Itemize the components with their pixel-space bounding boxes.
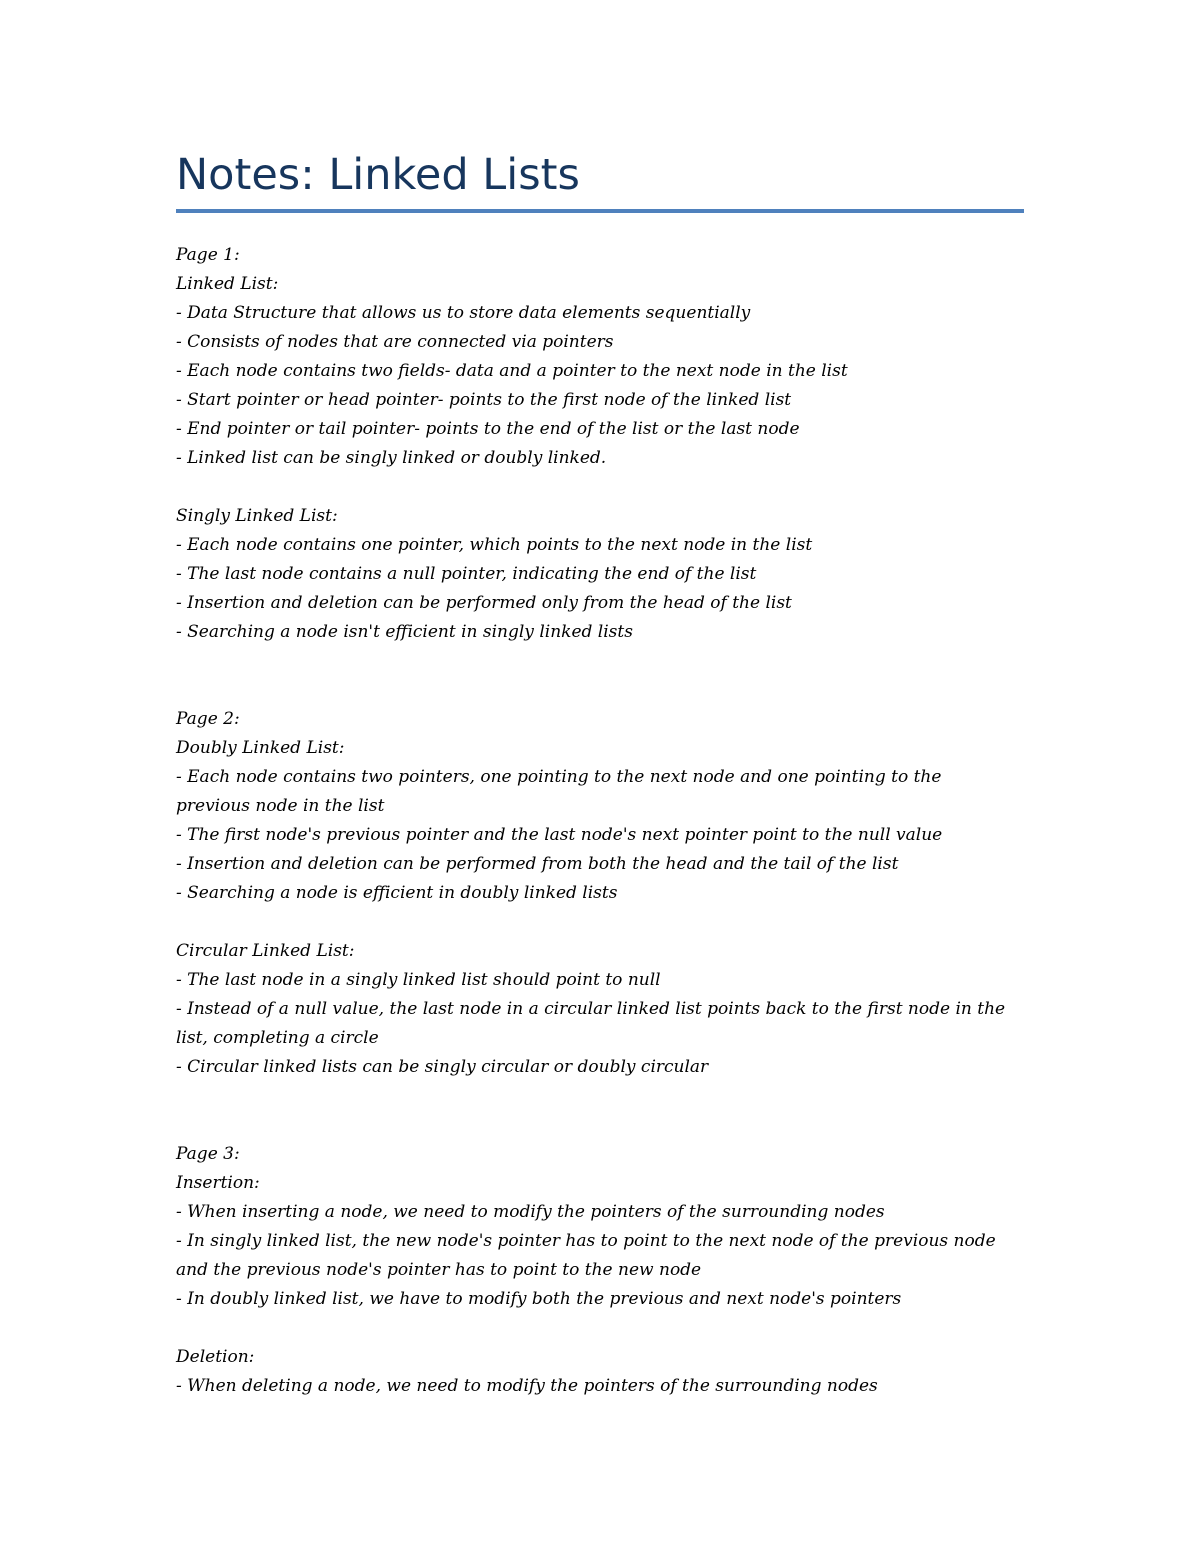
- page-heading: Page 3:: [176, 1144, 240, 1164]
- paragraph-gap: [176, 1082, 1036, 1140]
- note-line: - Each node contains two fields- data and a pointer to the next node in the list: [176, 361, 848, 381]
- note-line: previous node in the list: [176, 796, 385, 816]
- page-title: Notes: Linked Lists: [176, 150, 580, 200]
- note-line: - Circular linked lists can be singly circular or doubly circular: [176, 1057, 709, 1077]
- section-heading: Linked List:: [176, 274, 279, 294]
- note-line: - End pointer or tail pointer- points to the end of the list or the last node: [176, 419, 800, 439]
- paragraph-gap: [176, 473, 1036, 502]
- title-underline: [176, 209, 1024, 213]
- note-line: - Each node contains one pointer, which points to the next node in the list: [176, 535, 813, 555]
- section-heading: Deletion:: [176, 1347, 255, 1367]
- note-line: - Insertion and deletion can be performed from both the head and the tail of the list: [176, 854, 899, 874]
- note-line: - When inserting a node, we need to modify the pointers of the surrounding nodes: [176, 1202, 885, 1222]
- section-heading: Insertion:: [176, 1173, 260, 1193]
- note-line: - In doubly linked list, we have to modify both the previous and next node's pointers: [176, 1289, 902, 1309]
- note-line: - Consists of nodes that are connected via pointers: [176, 332, 614, 352]
- note-line: - Instead of a null value, the last node in a circular linked list points back to the first node in the: [176, 999, 1006, 1019]
- section-heading: Singly Linked List:: [176, 506, 338, 526]
- section-heading: Circular Linked List:: [176, 941, 355, 961]
- note-line: - The last node contains a null pointer, indicating the end of the list: [176, 564, 757, 584]
- paragraph-gap: [176, 647, 1036, 705]
- note-line: - Each node contains two pointers, one pointing to the next node and one pointing to the: [176, 767, 942, 787]
- notes-body: [176, 241, 1036, 1401]
- paragraph-gap: [176, 908, 1036, 937]
- note-line: - The first node's previous pointer and the last node's next pointer point to the null value: [176, 825, 943, 845]
- note-line: - Start pointer or head pointer- points to the first node of the linked list: [176, 390, 792, 410]
- note-line: and the previous node's pointer has to point to the new node: [176, 1260, 702, 1280]
- note-line: - When deleting a node, we need to modify the pointers of the surrounding nodes: [176, 1376, 878, 1396]
- note-line: - Searching a node isn't efficient in singly linked lists: [176, 622, 633, 642]
- page-heading: Page 1:: [176, 245, 240, 265]
- note-line: - Linked list can be singly linked or doubly linked.: [176, 448, 607, 468]
- note-line: - Data Structure that allows us to store data elements sequentially: [176, 303, 751, 323]
- note-line: - The last node in a singly linked list should point to null: [176, 970, 661, 990]
- note-line: - Insertion and deletion can be performed only from the head of the list: [176, 593, 792, 613]
- paragraph-gap: [176, 1314, 1036, 1343]
- note-line: list, completing a circle: [176, 1028, 379, 1048]
- page-heading: Page 2:: [176, 709, 240, 729]
- note-line: - In singly linked list, the new node's pointer has to point to the next node of the previous node: [176, 1231, 996, 1251]
- note-line: - Searching a node is efficient in doubly linked lists: [176, 883, 618, 903]
- section-heading: Doubly Linked List:: [176, 738, 345, 758]
